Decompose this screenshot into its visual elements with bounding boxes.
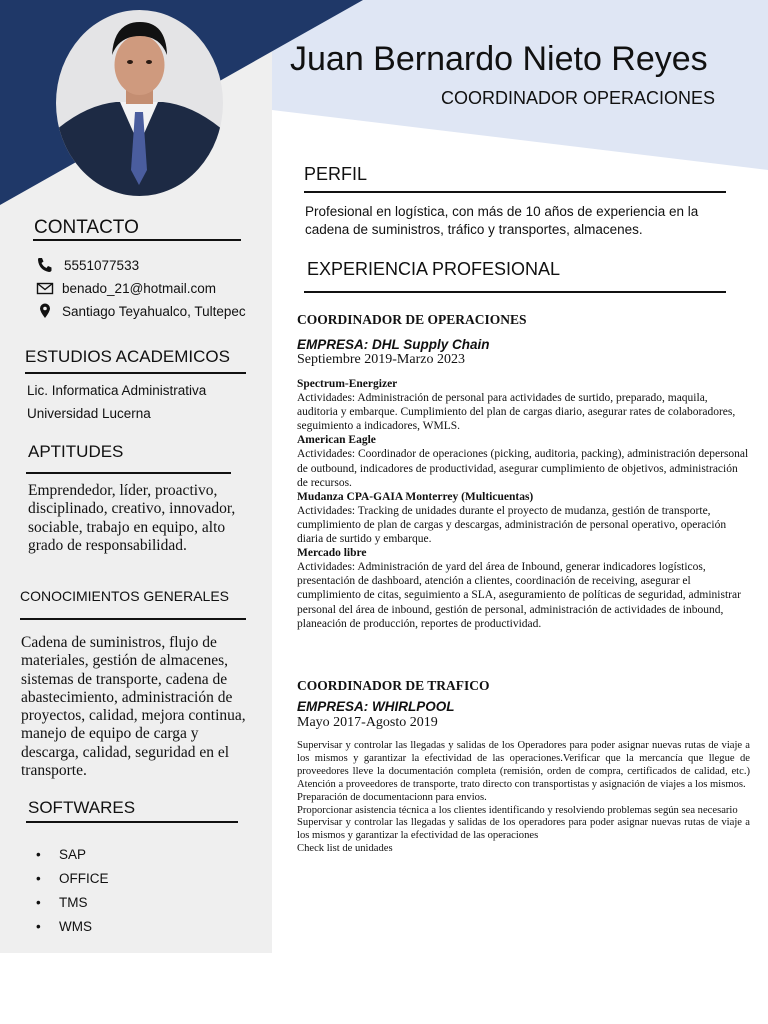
contacto-title: CONTACTO — [34, 217, 139, 238]
client-text: Actividades: Tracking de unidades durante el proyecto de mudanza, gestión de transporte, cumplimiento de plan de cargas y descargas, administración de personal operativo, operación diaria de surtido y embarque. — [297, 504, 727, 546]
aptitudes-title: APTITUDES — [28, 442, 124, 461]
job-company: EMPRESA: WHIRLPOOL — [297, 699, 455, 714]
client-block — [297, 377, 749, 433]
client-text: Actividades: Coordinador de operaciones (picking, auditoria, packing), administración depersonal de outbound, indicadores de productividad, asegurar cumplimiento de objetivos, administración de recursos. — [297, 448, 749, 489]
software-item: • TMS — [36, 895, 88, 910]
duty-paragraph: Supervisar y controlar las llegadas y salidas de los operadores para poder asignar nuevas rutas de viaje a los mismos y garantizar la efectividad de las operaciones — [297, 817, 750, 842]
job-dates: Mayo 2017-Agosto 2019 — [297, 715, 438, 730]
softwares-divider — [26, 821, 238, 823]
conocimientos-divider — [20, 618, 246, 620]
client-text: Actividades: Administración de yard del área de Inbound, generar indicadores logísticos, presentación de dashboard, atención a clientes, coordinación de receiving, asegurar el cumplimiento de citas, seguimiento a SLA, aseguramiento de políticas de seguridad, administrar personal del área de inbound, gestión de personal, administración de actividades de inbound, planeación de producción, reportes de productividad. — [297, 561, 741, 630]
software-item: • SAP — [36, 847, 86, 862]
contact-email — [36, 280, 216, 296]
school: Universidad Lucerna — [27, 406, 151, 421]
job-company: EMPRESA: DHL Supply Chain — [297, 337, 490, 352]
duty-paragraph: Proporcionar asistencia técnica a los clientes identificando y resolviendo problemas según sea necesario — [297, 804, 738, 816]
perfil-title: PERFIL — [304, 164, 368, 184]
software-item: • WMS — [36, 919, 92, 934]
conocimientos-text: Cadena de suministros, flujo de materiales, gestión de almacenes, sistemas de transporte, cadena de abastecimiento, administración de proyectos, calidad, mejora continua, manejo de equipo de carga y descarga, calidad, seguridad en el transporte. — [21, 634, 246, 780]
client-text: Actividades: Administración de personal para actividades de surtido, preparado, maquila, auditoria y embarque. Cumplimiento del plan de cargas diario, asegurar rates de colaboradores, seguimiento a indicadores, WMLS. — [297, 392, 736, 433]
contact-location — [36, 303, 246, 319]
perfil-text: Profesional en logística, con más de 10 años de experiencia en la cadena de suministros, tráfico y transportes, almacenes. — [305, 204, 699, 237]
candidate-name: Juan Bernardo Nieto Reyes — [290, 40, 708, 78]
profile-photo — [56, 10, 223, 196]
duty-paragraph: Check list de unidades — [297, 843, 393, 855]
job-title: COORDINADOR DE TRAFICO — [297, 678, 490, 693]
client-name: Mudanza CPA-GAIA Monterrey (Multicuentas) — [297, 490, 534, 503]
experiencia-title: EXPERIENCIA PROFESIONAL — [307, 259, 561, 279]
job-dates: Septiembre 2019-Marzo 2023 — [297, 352, 465, 367]
estudios-title: ESTUDIOS ACADEMICOS — [25, 347, 230, 366]
perfil-divider — [304, 191, 726, 193]
envelope-icon — [36, 280, 54, 296]
software-item: • OFFICE — [36, 871, 109, 886]
estudios-divider — [25, 372, 246, 374]
experiencia-divider — [304, 291, 726, 293]
candidate-role: COORDINADOR OPERACIONES — [441, 88, 716, 108]
job-clients — [297, 377, 749, 631]
contacto-divider — [33, 239, 241, 241]
email-address: benado_21@hotmail.com — [62, 280, 217, 296]
phone-icon — [36, 257, 54, 273]
job-title: COORDINADOR DE OPERACIONES — [297, 312, 527, 327]
aptitudes-text: Emprendedor, líder, proactivo, disciplinado, creativo, innovador, sociable, trabajo en equipo, alto grado de responsabilidad. — [28, 482, 236, 554]
client-block — [297, 546, 749, 631]
location-text: Santiago Teyahualco, Tultepec — [62, 303, 246, 319]
location-pin-icon — [36, 303, 54, 319]
light-blue-shape — [272, 0, 768, 170]
duty-paragraph: Supervisar y controlar las llegadas y salidas de los Operadores para poder asignar nuevas rutas de viaje a los mismos y garantizar la efectividad de las operaciones.Verificar que la mercancía que llegue de proveedores lleve la documentación completa (remisión, orden de compra, certificados de calidad, etc.) Atención a proveedores de transporte, trato directo con transportistas y asignación de viajes a los mismos. — [297, 740, 750, 790]
conocimientos-title: CONOCIMIENTOS GENERALES — [20, 588, 230, 604]
job-duties — [297, 740, 750, 856]
client-block — [297, 490, 749, 546]
client-name: Mercado libre — [297, 547, 367, 560]
contact-phone — [36, 257, 139, 273]
client-name: Spectrum-Energizer — [297, 378, 398, 390]
phone-number: 5551077533 — [64, 257, 140, 273]
degree: Lic. Informatica Administrativa — [27, 383, 207, 398]
client-block — [297, 433, 749, 489]
softwares-title: SOFTWARES — [28, 798, 136, 817]
client-name: American Eagle — [297, 434, 376, 447]
aptitudes-divider — [26, 472, 231, 474]
duty-paragraph: Preparación de documentacionn para envios. — [297, 791, 487, 803]
